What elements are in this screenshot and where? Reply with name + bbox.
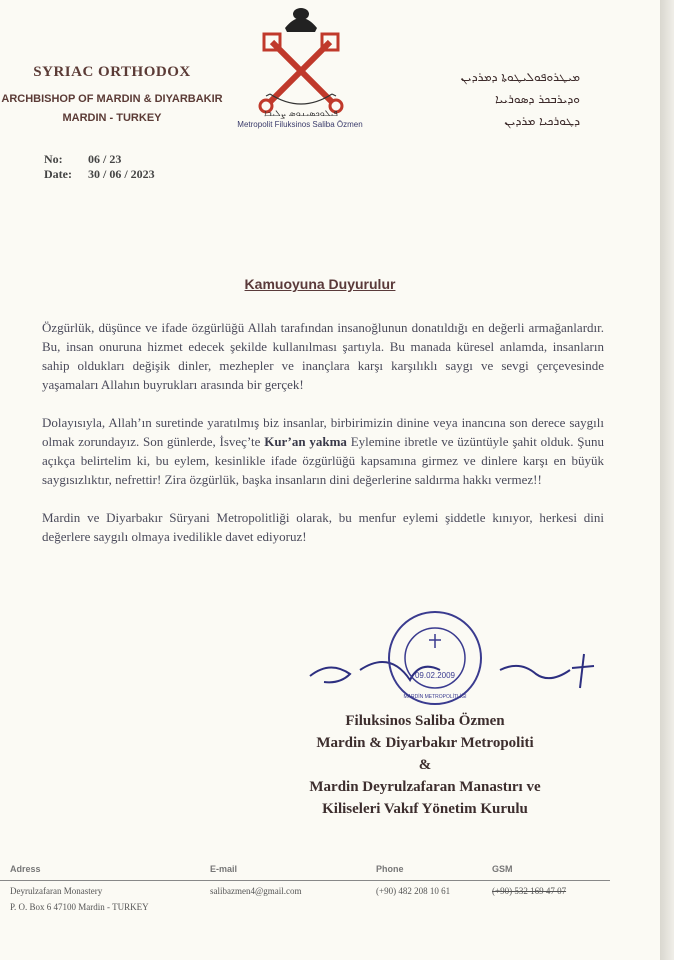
phone-label: Phone xyxy=(376,864,404,874)
syriac-line-1: ܡܝܛܪܘܦܘܠܝܛܘܬܐ ܕܡܪܕܝܢ xyxy=(460,70,580,84)
syriac-line-2: ܘܕܝܪܒܟܪ ܕܣܘܪܝܝܐ xyxy=(495,92,580,106)
paragraph-1: Özgürlük, düşünce ve ifade özgürlüğü Allah tarafından insanoğlunun donatıldığı en değerli armağanlardır. Bu, insan onuruna hizmet edecek şekilde kullanılması şartıyla. Bu manada küresel anlamda, insanların sahip oldukları değişik dinler, mezhepler ve inançlara karşı karşılıklı saygı ve sevgi çerçevesinde yaşamaları Allahın buyrukları arasında bir gerçek! xyxy=(42,320,604,392)
footer-divider xyxy=(0,880,610,881)
location: MARDIN - TURKEY xyxy=(62,112,162,124)
stamp-date: 09.02.2009 xyxy=(414,671,456,680)
email-value[interactable]: salibazmen4@gmail.com xyxy=(210,886,302,896)
signer-org-line-2: Kiliseleri Vakıf Yönetim Kurulu xyxy=(322,801,528,817)
date-label: Date: xyxy=(44,167,72,181)
reference-meta xyxy=(44,152,155,182)
signer-title: Mardin & Diyarbakır Metropoliti xyxy=(316,735,534,751)
email-label: E-mail xyxy=(210,864,238,874)
archbishop-title: ARCHBISHOP OF MARDIN & DIYARBAKIR xyxy=(1,93,223,105)
no-value: 06 / 23 xyxy=(88,152,122,166)
paragraph-3: Mardin ve Diyarbakır Süryani Metropolitliği olarak, bu menfur eylemi şiddetle kınıyor, herkesi dini değerlere saygılı olmaya ivedilikle davet ediyoruz! xyxy=(42,510,604,544)
paragraph-2-bold: Kur’an yakma xyxy=(264,434,347,449)
adress-line-1: Deyrulzafaran Monastery xyxy=(10,886,103,896)
no-label: No: xyxy=(44,152,63,166)
logo-syriac-line: ܦܝܠܘܟܣܝܢܘܣ ܨܠܝܒܐ xyxy=(264,108,338,118)
date-value: 30 / 06 / 2023 xyxy=(88,167,155,181)
page-edge-shadow xyxy=(660,0,674,960)
adress-label: Adress xyxy=(10,864,41,874)
header-right-syriac xyxy=(360,66,580,132)
logo-caption: Metropolit Filuksinos Saliba Özmen xyxy=(237,120,363,129)
signer-amp: & xyxy=(418,757,432,773)
letter-body xyxy=(42,318,604,565)
gsm-value: (+90) 532 169 47 07 xyxy=(492,886,567,896)
signer-org-line-1: Mardin Deyrulzafaran Manastırı ve xyxy=(309,779,541,795)
syriac-line-3: ܕܛܘܪܟܝܐ ܡܪܕܝܢ xyxy=(504,114,580,128)
phone-value: (+90) 482 208 10 61 xyxy=(376,886,451,896)
official-stamp-icon xyxy=(385,608,485,708)
paragraph-2-part-b: Eylemine ibretle ve üzüntüyle şahit olduk. Şunu açıkça belirtelim ki, bu eylem, kesinlikle ifade özgürlüğü kapsamına girmez ve dinlere karşı en büyük saygısızlıktır, nefrettir! Zira özgürlük, başka insanların dini değerlerine saldırma hakkı vermez!! xyxy=(42,434,604,487)
adress-line-2: P. O. Box 6 47100 Mardin - TURKEY xyxy=(10,902,149,912)
signer-name: Filuksinos Saliba Özmen xyxy=(345,713,505,729)
paragraph-2 xyxy=(42,413,604,489)
signer-block xyxy=(0,710,640,820)
gsm-label: GSM xyxy=(492,864,513,874)
org-name: SYRIAC ORTHODOX xyxy=(33,64,191,80)
header-left xyxy=(0,64,224,128)
paragraph-2-part-a: Dolayısıyla, Allah’ın suretinde yaratılmış biz insanlar, birbirimizin dinine veya inancına son derece saygılı olmak zorundayız. Son günlerde, İsveç’te xyxy=(42,415,604,449)
page-title: Kamuoyuna Duyurulur xyxy=(244,276,396,292)
stamp-text: MARDİN METROPOLİTLİĞİ xyxy=(403,694,467,700)
